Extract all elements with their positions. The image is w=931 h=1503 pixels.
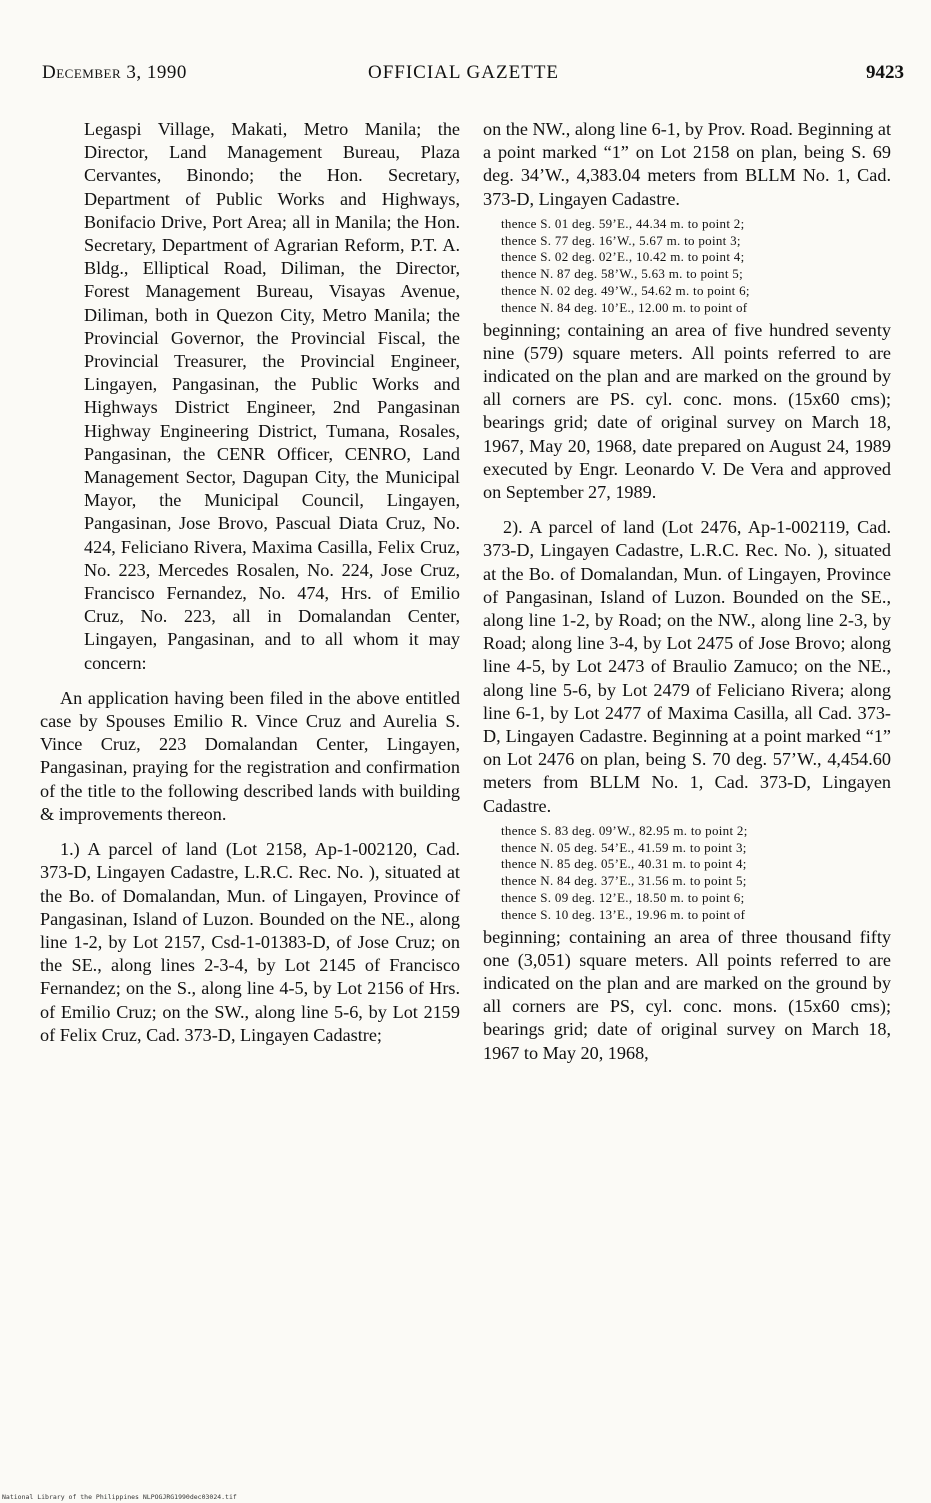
page-number: 9423 [866, 62, 904, 83]
page-header [42, 62, 904, 86]
parcel-1-bearings [501, 216, 891, 317]
bearing-line: thence N. 85 deg. 05’E., 40.31 m. to point 4; [501, 856, 747, 872]
bearing-line: thence N. 87 deg. 58’W., 5.63 m. to point 5; [501, 266, 743, 282]
bearing-line: thence S. 09 deg. 12’E., 18.50 m. to point 6; [501, 890, 745, 906]
bearing-line: thence N. 84 deg. 10’E., 12.00 m. to point of [501, 299, 748, 315]
bearing-line: thence S. 77 deg. 16’W., 5.67 m. to point 3; [501, 232, 741, 248]
publication-title: OFFICIAL GAZETTE [368, 62, 560, 83]
application-paragraph: An application having been filed in the above entitled case by Spouses Emilio R. Vince Cruz and Aurelia S. Vince Cruz, 223 Domalandan Center, Lingayen, Pangasinan, praying for the registration and confirmation of the title to the following described lands with building & improvements thereon. [40, 687, 460, 824]
bearing-line: thence N. 05 deg. 54’E., 41.59 m. to point 3; [501, 839, 747, 855]
notice-recipient-list: Legaspi Village, Makati, Metro Manila; the Director, Land Management Bureau, Plaza Cervantes, Binondo; the Hon. Secretary, Department of Public Works and Highways, Bonifacio Drive, Port Area; all in Manila; the Hon. Secretary, Department of Agrarian Reform, P.T. A. Bldg., Elliptical Road, Diliman, the Director, Forest Management Bureau, Visayas Avenue, Diliman, both in Quezon City, Metro Manila; the Provincial Governor, the Provincial Fiscal, the Provincial Treasurer, the Provincial Engineer, Lingayen, Pangasinan, the Public Works and Highways District Engineer, 2nd Pangasinan Highway Engineering District, Tumana, Rosales, Pangasinan, the CENR Officer, CENRO, Land Management Sector, Dagupan City, the Municipal Mayor, the Municipal Council, Lingayen, Pangasinan, Jose Brovo, Pascual Diata Cruz, No. 424, Feliciano Rivera, Maxima Casilla, Felix Cruz, No. 223, Mercedes Rosalen, No. 224, Jose Cruz, Francisco Fernandez, No. 474, Hrs. of Emilio Cruz, No. 223, all in Domalandan Center, Lingayen, Pangasinan, and to all whom it may concern: [84, 119, 460, 673]
parcel-1-description: 1.) A parcel of land (Lot 2158, Ap-1-002120, Cad. 373-D, Lingayen Cadastre, L.R.C. Rec. No. ), situated at the Bo. of Domalandan, Mun. of Lingayen, Province of Pangasinan, Island of Luzon. Bounded on the NE., along line 1-2, by Lot 2157, Csd-1-01383-D, of Jose Cruz; on the SE., along lines 2-3-4, by Lot 2145 of Francisco Fernandez; on the S., along line 4-5, by Lot 2156 of Hrs. of Emilio Cruz; on the SW., along line 5-6, by Lot 2159 of Felix Cruz, Cad. 373-D, Lingayen Cadastre; [40, 839, 460, 1045]
issue-date: December 3, 1990 [42, 62, 187, 83]
parcel-1-area-and-survey: beginning; containing an area of five hundred seventy nine (579) square meters. All points referred to are indicated on the plan and are marked on the ground by all corners are PS. cyl. conc. mons. (15x60 cms); bearings grid; date of original survey on March 18, 1967, May 20, 1968, date prepared on August 24, 1989 executed by Engr. Leonardo V. De Vera and approved on September 27, 1989. [483, 319, 891, 503]
bearing-line: thence S. 01 deg. 59’E., 44.34 m. to point 2; [501, 215, 745, 231]
right-column [483, 118, 891, 1065]
scan-footer: National Library of the Philippines NLPOGJRG1990dec03024.tif [2, 1493, 237, 1501]
parcel-2-description: 2). A parcel of land (Lot 2476, Ap-1-002119, Cad. 373-D, Lingayen Cadastre, L.R.C. Rec. No. ), situated at the Bo. of Domalandan, Mun. of Lingayen, Province of Pangasinan, Island of Luzon. Bounded on the SE., along line 1-2, by Road; on the NW., along line 2-3, by Road; along line 3-4, by Lot 2475 of Jose Brovo; along line 4-5, by Lot 2473 of Braulio Zamuco; on the NE., along line 5-6, by Lot 2479 of Feliciano Rivera; along line 6-1, by Lot 2477 of Maxima Casilla, all Cad. 373-D, Lingayen Cadastre. Beginning at a point marked “1” on Lot 2476 on plan, being S. 70 deg. 57’W., 4,454.60 meters from BLLM No. 1, Cad. 373-D, Lingayen Cadastre. [483, 517, 891, 816]
parcel-1-continuation: on the NW., along line 6-1, by Prov. Road. Beginning at a point marked “1” on Lot 2158 on plan, being S. 69 deg. 34’W., 4,383.04 meters from BLLM No. 1, Cad. 373-D, Lingayen Cadastre. [483, 119, 891, 209]
bearing-line: thence N. 84 deg. 37’E., 31.56 m. to point 5; [501, 873, 747, 889]
parcel-2-bearings [501, 823, 891, 924]
bearing-line: thence N. 02 deg. 49’W., 54.62 m. to point 6; [501, 283, 750, 298]
parcel-2-area-and-survey: beginning; containing an area of three thousand fifty one (3,051) square meters. All points referred to are indicated on the plan and are marked on the ground by all corners are PS, cyl. conc. mons. (15x60 cms); bearings grid; date of original survey on March 18, 1967 to May 20, 1968, [483, 926, 891, 1063]
bearing-line: thence S. 10 deg. 13’E., 19.96 m. to point of [501, 906, 746, 922]
left-column [40, 118, 460, 1047]
bearing-line: thence S. 83 deg. 09’W., 82.95 m. to point 2; [501, 822, 748, 838]
bearing-line: thence S. 02 deg. 02’E., 10.42 m. to point 4; [501, 249, 745, 265]
